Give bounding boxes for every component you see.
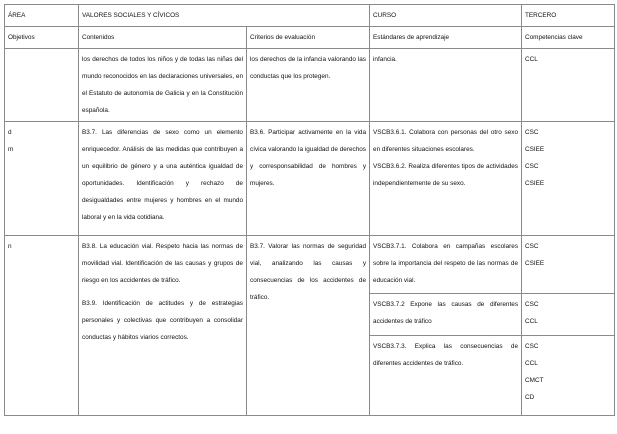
competencia-code: CSC <box>525 343 539 350</box>
estandares-cell <box>370 49 522 122</box>
competencia-code: CSC <box>525 301 539 308</box>
estandar-text: VSCB3.7.3. Explica las consecuencias de diferentes accidentes de tráfico. <box>373 343 519 367</box>
competencia-code: CCL <box>525 360 538 367</box>
col-header-estandares: Estándares de aprendizaje <box>370 27 522 49</box>
competencia-code: CSC <box>525 243 539 250</box>
col-header-contenidos: Contenidos <box>79 27 247 49</box>
contenidos-cell <box>79 122 247 236</box>
criterios-cell <box>247 122 370 236</box>
objetivos-cell <box>5 49 79 122</box>
objetivo-code: n <box>8 243 12 250</box>
competencia-code: CMCT <box>525 377 544 384</box>
course-value-cell: TERCERO <box>522 5 615 27</box>
contenidos-cell <box>79 49 247 122</box>
competencia-code: CCL <box>525 56 538 63</box>
competencia-code: CSC <box>525 163 539 170</box>
estandar-text: VSCB3.7.2 Expone las causas de diferentes accidentes de tráfico <box>373 301 519 325</box>
table-row <box>5 122 615 236</box>
subject-cell: VALORES SOCIALES Y CÍVICOS <box>79 5 370 27</box>
criterio-text: los derechos de la infancia valorando las conductas que los protegen. <box>250 56 367 80</box>
col-header-competencias: Competencias clave <box>522 27 615 49</box>
estandares-cell <box>370 122 522 236</box>
competencias-cell <box>522 122 615 236</box>
competencias-cell <box>522 336 615 416</box>
table-row <box>5 49 615 122</box>
competencia-code: CSIEE <box>525 146 545 153</box>
col-header-objetivos: Objetivos <box>5 27 79 49</box>
objetivo-code: d <box>8 129 12 136</box>
competencia-code: CD <box>525 394 535 401</box>
estandar-text: infancia. <box>373 56 397 63</box>
criterio-text: B3.7. Valorar las normas de seguridad vial, analizando las causas y consecuencias de los accidentes de tráfico. <box>250 243 367 301</box>
competencia-code: CCL <box>525 318 538 325</box>
contenido-text: B3.9. Identificación de actitudes y de estrategias personales y colectivas que contribuyen a consolidar conductas y hábitos viarios correctos. <box>82 300 243 341</box>
header-row <box>5 5 615 27</box>
competencia-code: CSC <box>525 129 539 136</box>
course-label-cell: CURSO <box>370 5 522 27</box>
competencias-cell <box>522 294 615 336</box>
estandar-text: VSCB3.7.1. Colabora en campañas escolares sobre la importancia del respeto de las normas de educación vial. <box>373 243 519 284</box>
objetivos-cell <box>5 122 79 236</box>
objetivo-code: m <box>8 146 14 153</box>
estandar-text: VSCB3.6.2. Realiza diferentes tipos de actividades independientemente de su sexo. <box>373 163 519 187</box>
contenido-text: B3.8. La educación vial. Respeto hacia las normas de movilidad vial. Identificación de las causas y grupos de riesgo en los accidentes de tráfico. <box>82 243 243 284</box>
estandar-text: VSCB3.6.1. Colabora con personas del otro sexo en diferentes situaciones escolares. <box>373 129 519 153</box>
competencias-cell <box>522 49 615 122</box>
criterios-cell <box>247 49 370 122</box>
competencia-code: CSIEE <box>525 260 545 267</box>
estandares-cell <box>370 236 522 294</box>
estandares-cell <box>370 336 522 416</box>
contenidos-cell <box>79 236 247 416</box>
criterios-cell <box>247 236 370 416</box>
competencias-cell <box>522 236 615 294</box>
table-row <box>5 236 615 294</box>
estandares-cell <box>370 294 522 336</box>
contenido-text: B3.7. Las diferencias de sexo como un elemento enriquecedor. Análisis de las medidas que contribuyen a un equilibrio de género y a una auténtica igualdad de oportunidades. Identificación y rechazo de desigualdades entre mujeres y hombres en el mundo laboral y en la vida cotidiana. <box>82 129 243 221</box>
competencia-code: CSIEE <box>525 180 545 187</box>
objetivos-cell <box>5 236 79 416</box>
criterio-text: B3.6. Participar activamente en la vida cívica valorando la igualdad de derechos y corresponsabilidad de hombres y mujeres. <box>250 129 367 187</box>
area-label-cell: ÁREA <box>5 5 79 27</box>
column-header-row <box>5 27 615 49</box>
contenido-text: los derechos de todos los niños y de todas las niñas del mundo reconocidos en las declaraciones universales, en el Estatuto de autonomía de Galicia y en la Constitución española. <box>82 56 243 114</box>
col-header-criterios: Criterios de evaluación <box>247 27 370 49</box>
curriculum-table <box>4 4 615 416</box>
